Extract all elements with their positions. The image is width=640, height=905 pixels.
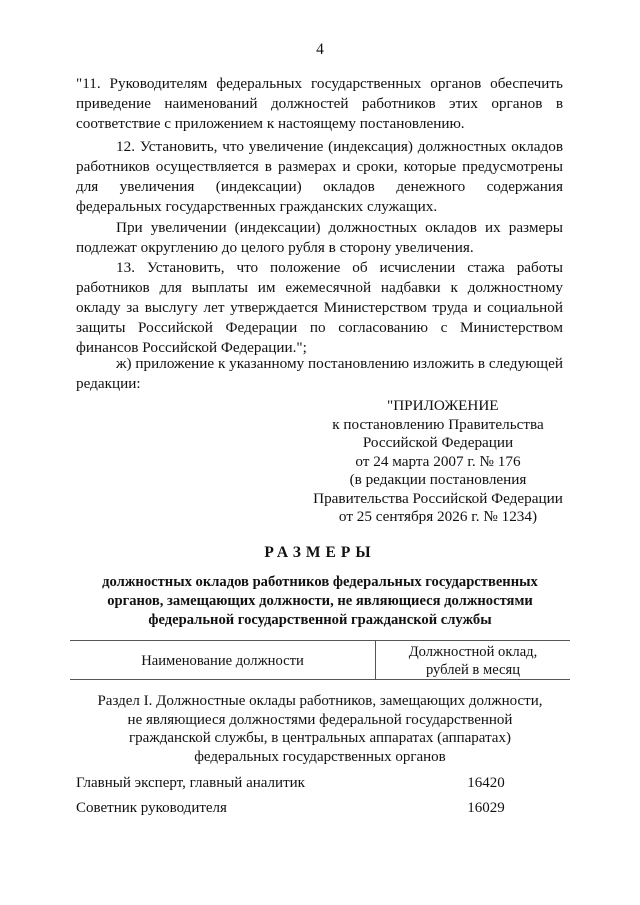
appendix-block [303,397,573,527]
paragraph-rounding: При увеличении (индексации) должностных окладов их размеры подлежат округлению до целого рубля в сторону увеличения. [76,219,563,256]
table-header-border [70,679,570,680]
column-header-salary [376,643,570,679]
section-line: гражданской службы, в центральных аппаратах (аппаратах) [129,730,511,746]
subtitle-line: федеральной государственной гражданской службы [148,612,492,628]
paragraph-zh: ж) приложение к указанному постановлению изложить в следующей редакции: [76,355,563,392]
appendix-line: от 25 сентября 2026 г. № 1234) [338,508,538,525]
paragraph-11: "11. Руководителям федеральных государственных органов обеспечить приведение наименований должностей работников этих органов в соответствие с приложением к настоящему постановлению. [76,75,563,132]
paragraph-13: 13. Установить, что положение об исчислении стажа работы работников для выплаты им ежемесячной надбавки к должностному окладу за выслугу лет утверждается Министерством труда и социальной защиты Российской Федерации по согласованию с Министерством финансов Российской Федерации."; [76,259,563,356]
section-line: Раздел I. Должностные оклады работников, замещающих должности, [97,693,543,709]
section-line: не являющиеся должностями федеральной государственной [127,711,513,728]
appendix-line: от 24 марта 2007 г. № 176 [355,452,521,470]
table-top-border [70,640,570,641]
appendix-line: Правительства Российской Федерации [313,489,563,507]
appendix-line: Российской Федерации [362,434,514,451]
page-number: 4 [316,41,324,58]
position-name: Главный эксперт, главный аналитик [76,775,305,791]
appendix-heading: "ПРИЛОЖЕНИЕ [387,397,499,414]
salary-value: 16420 [467,775,505,791]
document-title: РАЗМЕРЫ [264,544,376,561]
paragraph-12: 12. Установить, что увеличение (индексация) должностных окладов работников осуществляется в размерах и сроки, которые предусмотрены для увеличения (индексации) окладов денежного содержания федеральных государственных гражданских служащих. [76,138,563,215]
column-header-salary-line: рублей в месяц [425,662,521,678]
table-section-heading [80,692,560,766]
appendix-line: (в редакции постановления [349,471,527,488]
table-row [76,775,566,797]
column-header-salary-line: Должностной оклад, [408,644,538,660]
subtitle-line: органов, замещающих должности, не являющиеся должностями [107,593,533,609]
position-name: Советник руководителя [76,800,227,816]
table-row [76,800,566,822]
column-header-name: Наименование должности [141,653,304,669]
salary-value: 16029 [467,800,505,816]
document-subtitle [70,573,570,630]
subtitle-line: должностных окладов работников федеральных государственных [102,574,538,590]
section-line: федеральных государственных органов [194,748,446,765]
appendix-line: к постановлению Правительства [332,415,544,433]
